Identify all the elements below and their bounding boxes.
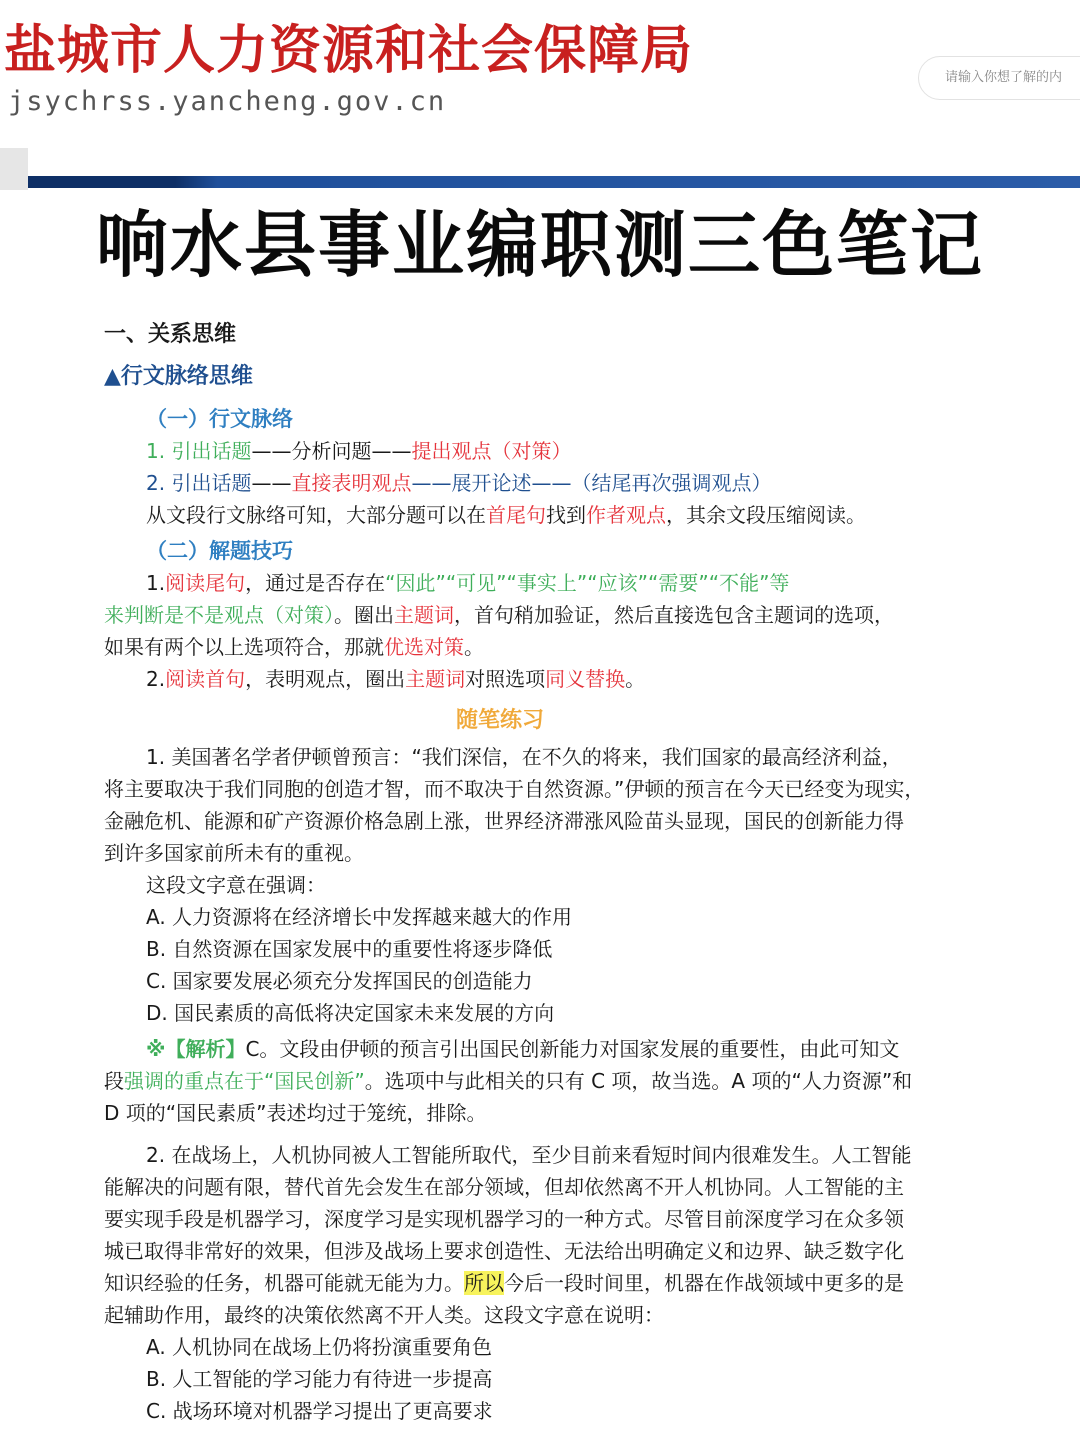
q2-option-b: B. 人工智能的学习能力有待进一步提高 [146, 1367, 493, 1391]
text-green: “因此”“可见”“事实上”“应该”“需要”“不能”等 [385, 571, 790, 595]
text: 从文段行文脉络可知，大部分题可以在 [146, 503, 486, 527]
text: 。圈出 [334, 603, 394, 627]
q1-line: 金融危机、能源和矿产资源价格急剧上涨，世界经济滞涨风险苗头显现，国民的创新能力得 [104, 809, 904, 833]
q1-line: 1. 美国著名学者伊顿曾预言：“我们深信，在不久的将来，我们国家的最高经济利益， [146, 745, 902, 769]
part2-p1-line2 [104, 600, 894, 630]
nav-bar [28, 176, 1080, 188]
q2-line: 能解决的问题有限，替代首先会发生在部分领域，但却依然离不开人机协同。人工智能的主 [104, 1175, 904, 1199]
search-input[interactable]: 请输入你想了解的内 [918, 56, 1080, 100]
text: ，其余文段压缩阅读。 [666, 503, 866, 527]
q2-line: 城已取得非常好的效果，但涉及战场上要求创造性、无法给出明确定义和边界、缺乏数字化 [104, 1239, 904, 1263]
text: 今后一段时间里，机器在作战领域中更多的是 [504, 1271, 904, 1295]
text-blue: 2. 引出话题 [146, 471, 252, 495]
text-green: 强调的重点在于“国民创新” [124, 1069, 365, 1093]
sub-heading [104, 362, 253, 392]
text: ，通过是否存在 [245, 571, 386, 595]
text: 找到 [546, 503, 586, 527]
practice-title: 随笔练习 [455, 708, 544, 733]
part1-line2 [146, 468, 771, 498]
text: 知识经验的任务，机器可能就无能为力。 [104, 1271, 464, 1295]
q2-line: 2. 在战场上，人机协同被人工智能所取代，至少目前来看短时间内很难发生。人工智能 [146, 1143, 912, 1167]
q2-line5 [104, 1268, 904, 1298]
text-green: 来判断是不是观点（对策） [104, 603, 334, 627]
sub-heading-text: ▲行文脉络思维 [104, 364, 253, 389]
q1-line: 将主要取决于我们同胞的创造才智，而不取决于自然资源。”伊顿的预言在今天已经变为现实， [104, 777, 925, 801]
part2-p2 [146, 664, 645, 694]
q1-analysis-line3: D 项的“国民素质”表述均过于笼统，排除。 [104, 1101, 487, 1125]
q1-analysis-line1 [146, 1034, 899, 1064]
part2-p1-line3 [104, 632, 484, 662]
text-red: 提出观点（对策） [411, 439, 572, 463]
q1-option-b: B. 自然资源在国家发展中的重要性将逐步降低 [146, 937, 553, 961]
q1-option-a: A. 人力资源将在经济增长中发挥越来越大的作用 [146, 905, 573, 929]
section-heading: 一、关系思维 [104, 322, 237, 347]
text-green: 1. 引出话题 [146, 439, 252, 463]
text-red: 阅读首句 [165, 667, 246, 691]
text-red: 同义替换 [545, 667, 626, 691]
text-red: 直接表明观点 [291, 471, 412, 495]
q1-question: 这段文字意在强调： [146, 873, 326, 897]
text: 段 [104, 1069, 124, 1093]
part1-title: （一）行文脉络 [146, 407, 293, 431]
text: 。 [625, 667, 646, 691]
text: —— [251, 471, 292, 495]
text-blue: ——展开论述——（结尾再次强调观点） [411, 471, 772, 495]
q2-line6: 起辅助作用，最终的决策依然离不开人类。这段文字意在说明： [104, 1303, 664, 1327]
q1-analysis-line2 [104, 1066, 912, 1096]
text: 对照选项 [465, 667, 546, 691]
q1-option-c: C. 国家要发展必须充分发挥国民的创造能力 [146, 969, 533, 993]
text-red: 主题词 [405, 667, 466, 691]
q2-option-a: A. 人机协同在战场上仍将扮演重要角色 [146, 1335, 493, 1359]
highlighted-text: 所以 [464, 1271, 504, 1295]
q1-line: 到许多国家前所未有的重视。 [104, 841, 364, 865]
q2-option-c: C. 战场环境对机器学习提出了更高要求 [146, 1399, 493, 1423]
text: 如果有两个以上选项符合，那就 [104, 635, 384, 659]
text: 1. [146, 571, 166, 595]
text: ——分析问题—— [251, 439, 412, 463]
text: 2. [146, 667, 166, 691]
part2-title: （二）解题技巧 [146, 539, 293, 563]
text: 。选项中与此相关的只有 C 项，故当选。A 项的“人力资源”和 [364, 1069, 913, 1093]
part1-line3 [146, 500, 866, 530]
part1-line1 [146, 436, 571, 466]
header-gray-block [0, 148, 28, 190]
text-red: 优选对策 [384, 635, 464, 659]
site-title[interactable]: 盐城市人力资源和社会保障局 [4, 21, 694, 81]
text: 。 [464, 635, 484, 659]
text: ，首句稍加验证，然后直接选包含主题词的选项， [454, 603, 894, 627]
q1-option-d: D. 国民素质的高低将决定国家未来发展的方向 [146, 1001, 555, 1025]
document-title: 响水县事业编职测三色笔记 [95, 203, 984, 287]
text-red: 首尾句 [486, 503, 546, 527]
q2-line: 要实现手段是机器学习，深度学习是实现机器学习的一种方式。尽管目前深度学习在众多领 [104, 1207, 904, 1231]
text: ，表明观点，圈出 [245, 667, 406, 691]
text-red: 主题词 [394, 603, 454, 627]
site-url[interactable]: jsychrss.yancheng.gov.cn [8, 86, 447, 117]
text-red: 作者观点 [586, 503, 666, 527]
text: C。文段由伊顿的预言引出国民创新能力对国家发展的重要性，由此可知文 [245, 1037, 900, 1061]
analysis-label: ※【解析】 [146, 1037, 246, 1061]
text-red: 阅读尾句 [165, 571, 246, 595]
part2-p1-line1 [146, 568, 789, 598]
